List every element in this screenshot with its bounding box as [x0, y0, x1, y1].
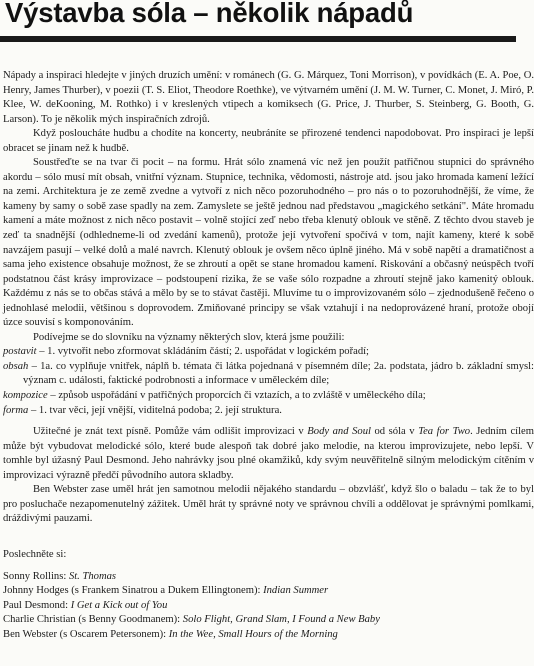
listening-item [3, 599, 534, 614]
listening-item [3, 584, 534, 599]
artist: Johnny Hodges (s Frankem Sinatrou a Dukem Ellingtonem): [3, 585, 264, 597]
definition-text: – 1. tvar věci, její vnější, viditelná podoba; 2. její struktura. [28, 404, 282, 416]
title-rule [0, 36, 516, 42]
page-title: Výstavba sóla – několik nápadů [5, 0, 414, 28]
recording: In the Wee, Small Hours of the Morning [168, 628, 338, 640]
listening-heading: Poslechněte si: [3, 548, 67, 560]
song-title: Tea for Two [418, 426, 471, 438]
definition-item [3, 404, 534, 419]
definitions-list [3, 345, 534, 418]
definition-item [3, 345, 534, 360]
artist: Ben Webster (s Oscarem Petersonem): [3, 628, 169, 640]
listening-item [3, 570, 534, 585]
definition-text: – 1a. co vyplňuje vnitřek, náplň b. témata či látka pojednaná v písemném díle; 2a. podstata, jádro b. základní smysl: význam c. události, faktické podrobnosti a informace v uměleckém díle; [23, 360, 534, 387]
recording: I Get a Kick out of You [70, 599, 168, 611]
paragraph-inspiration: Nápady a inspiraci hledejte v jiných druzích umění: v románech (G. G. Márquez, Toni Morrison), v povídkách (E. A. Poe, O. Henry, James Thurber), v poezii (T. S. Eliot, Theodore Roethke), ve výtvarném umění (J. M. W. Turner, C. Monet, J. Miró, P. Klee, W. deKooning, M. Rothko) i v kreslených vtipech a komiksech (G. Price, J. Thurber, S. Steinberg, G. Booth, G. Larson). To je několik mých inspiračních zdrojů. [3, 70, 534, 125]
listening-list [3, 548, 534, 642]
paragraph-webster: Ben Webster zase uměl hrát jen samotnou melodii nějakého standardu – obzvlášť, když šlo o baladu – tak že to byl pro posluchače nezapomenutelný zážitek. Uměl hrát ty správné noty ve správnou chvíli a oddělovat je správnými pomlkami, dráždivými pauzami. [3, 484, 534, 525]
paragraph-imitation: Když posloucháte hudbu a chodíte na koncerty, neubráníte se přirozené tendenci napodobovat. Pro inspiraci je lepší obracet se jinam než k hudbě. [3, 128, 534, 154]
definition-item [3, 389, 534, 404]
paragraph-dictionary-intro: Podívejme se do slovníku na významy některých slov, která jsme použili: [33, 331, 345, 343]
artist: Charlie Christian (s Benny Goodmanem): [3, 614, 183, 626]
song-title: Body and Soul [307, 426, 371, 438]
recording: Solo Flight, Grand Slam, I Found a New Baby [182, 614, 380, 626]
definition-term: forma [3, 404, 29, 416]
definition-term: obsah [3, 360, 29, 372]
definition-term: postavit [3, 346, 37, 358]
listening-item [3, 628, 534, 643]
recording: Indian Summer [263, 585, 329, 597]
definition-text: – způsob uspořádání v patřičných proporcích či vztazích, a to zvláště v uměleckého díla; [47, 390, 426, 402]
listening-item [3, 613, 534, 628]
artist: Sonny Rollins: [3, 570, 69, 582]
definition-term: kompozice [3, 390, 48, 402]
definition-item [3, 360, 534, 389]
artist: Paul Desmond: [3, 599, 71, 611]
paragraph-form: Soustřeďte se na tvar či pocit – na formu. Hrát sólo znamená víc než jen použít patřičnou stupnici do správného akordu – sólo musí mít obsah, vnitřní význam. Stupnice, technika, vědomosti, nástroje atd. jsou jako hromada kamení ležící na zemi. Architektura je ze země zvedne a vytvoří z nich něco pozoruhodného – pro nás o to pozoruhodnější, že víme, že kameny by samy o sobě zase spadly na zem. Zamyslete se ještě jednou nad představou „magického setkání". Máte hromadu kamení a máte možnost z nich něco postavit – volně stojící zeď nebo třeba klenutý oblouk ve stěně. Z těchto dvou staveb je zeď ta snadnější (odhledneme-li od zvedání kamenů), protože její vytvoření spočívá v tom, najít kameny, které k sobě navzájem pasují – velké dolů a malé navrch. Klenutý oblouk je ovšem něco úplně jiného. Má v sobě napětí a dramatičnost a sama jeho existence obsahuje možnost, že se zhroutí a opět se stane hromadou kamení. Riskování a občasný neúspěch tvoří podstatnou část krásy improvizace – podstoupení rizika, že se vaše sólo rozpadne a zhroutí stejně jako kamenitý oblouk. Každému z nás se to občas stává a mělo by se to stávat častěji. Mluvíme tu o improvizovaném sólo – zjednodušeně řečeno o jednohlasé melodii, většinou s doprovodem. Zmiňované principy se však vztahují i na nedoprovázené hraní, protože obojí úzce souvisí s komponováním. [3, 157, 534, 329]
recording: St. Thomas [68, 570, 117, 582]
article-body [3, 69, 534, 642]
paragraph-lyrics: Užitečné je znát text písně. Pomůže vám odlišit improvizaci v Body and Soul od sóla v Tea for Two. Jedním cílem může být vybudovat melodické sólo, které bude alespoň tak dobré jako melodie, na kterou improvizujete, nebo lepší. V tomhle byl úžasný Paul Desmond. Jeho nahrávky jsou plné okamžiků, kdy svým neuvěřitelně silným melodickým cítěním v improvizaci výrazně předčí původního autora skladby. [3, 426, 534, 481]
definition-text: – 1. vytvořit nebo zformovat skládáním částí; 2. uspořádat v logickém pořadí; [36, 346, 369, 358]
